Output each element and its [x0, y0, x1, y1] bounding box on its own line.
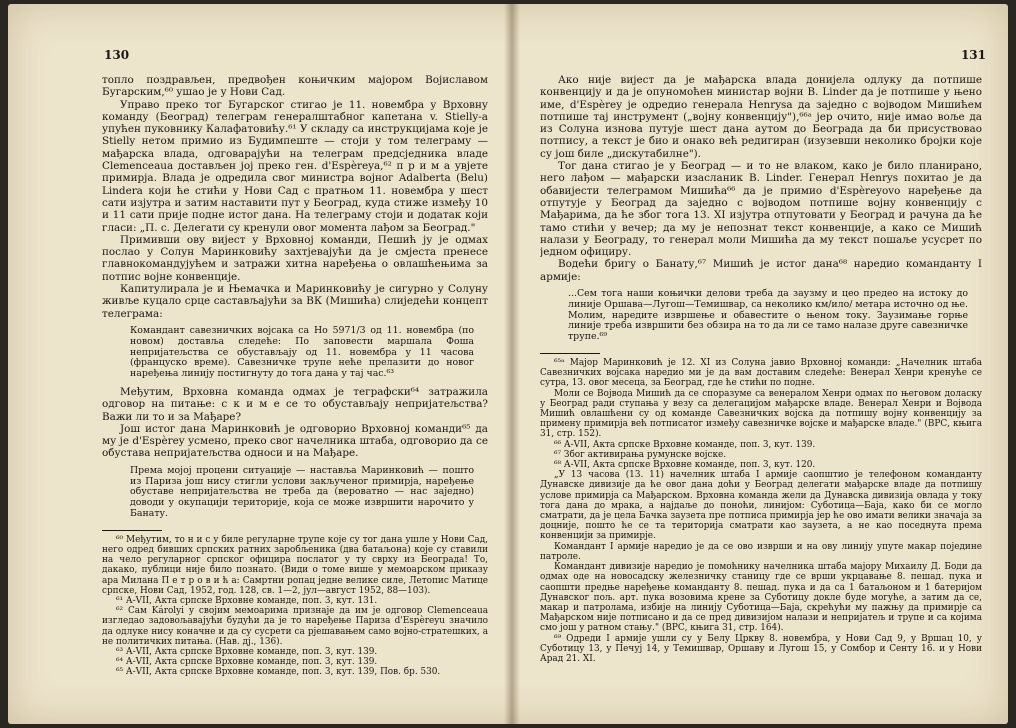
footnote: Командант дивизије наредио је помоћнику начелника штаба мајору Михаилу Д. Боди да одмах оде на новосадску железничку станицу где се врши укрцавање 8. пешад. пука и саопшти предње наређење команданту 8. пешад. пука и да са 1 батаљоном и 1 батеријом Дунавског пољ. арт. пука возовима крене за Суботицу докле буде могуће, а затим да се, макар и патролама, избије на линију Суботица—Баја, скрећући му пажњу да примирје са Мађарском није потписано и да се пред дивизијом налази и непријатељ и трупе и са којима смо још у ратном стању." (ВРС, књига 31, стр. 164).	[540, 562, 982, 634]
paragraph: Управо преко тог Бугарског стигао је 11. новембра у Врховну команду (Београд) телеграм генералштабног капетана v. Stielly-а упућен пуковнику Калафатовићу.⁶¹ У складу са инструкцијама које је Stielly нетом примио из Будимпеште — стоји у том телеграму — мађарска влада, одговарајући на телеграм предсједника владе Clemenceaua достављен јој преко ген. d'Espèreya,⁶² п р и м а увјете примирја. Влада је одредила свог министра војног Adalberta (Belu) Lindera који ће стићи у Нови Сад с пратњом 11. новембра у шест сати изјутра и затим наставити пут у Београд, куда стиже између 10 и 11 сати прије подне истог дана. На телеграму стоји и додатак који гласи: „П. с. Делегати су кренули овог момента лађом за Београд."	[102, 98, 488, 234]
footnote: ⁶¹ А-VII, Акта српске Врховне команде, поп. 3, кут. 131.	[116, 595, 378, 606]
paragraph: Капитулирала је и Њемачка и Маринковићу је сигурно у Солуну живље куцало срце састављајући за ВК (Мишића) слиједећи концепт телеграма:	[102, 283, 488, 320]
block-quote: ...Сем тога наши коњички делови треба да заузму и цео предео на истоку до линије Оршава—Лугош—Темишвар, са неколико км/ило/ метара источно од ње. Молим, наредите извршење и обавестите о њеном току. Заузимање горње линије треба извршити без обзира на то да ли се тамо налазе друге савезничке трупе.⁶⁹	[568, 288, 968, 343]
paragraph: Примивши ову вијест у Врховној команди, Пешић ју је одмах послао у Солун Маринковићу захтјевајући да је смјеста пренесе главнокомандујућем и затражи хитна наређења о овлашћењима за потпис војне конвенције.	[102, 233, 488, 283]
page-number: 130	[104, 48, 130, 62]
footnote: Командант I армије наредио је да се ово изврши и на ову линију упуте макар поједине патроле.	[540, 541, 982, 562]
footnote-divider	[540, 353, 600, 354]
left-page	[8, 4, 504, 724]
paragraph: Тог дана стигао је у Београд — и то не влаком, како је било планирано, него лађом — мађарски изасланик B. Linder. Генерал Henrys похитао је да обавијести телеграмом Мишића⁶⁶ да је примио d'Espèreyovо наређење да отпутује у Београд да заједно с војводом потпише војну конвенцију с Мађарима, да ће због тога 13. XI изјутра отпутовати у Београд и рачуна да ће тамо стићи у вечер; да му је непознат текст конвенције, а како се Мишић налази у Београду, то генерал моли Мишића да му текст пошаље усусрет по једном официру.	[540, 160, 982, 259]
paragraph: Ако није вијест да је мађарска влада донијела одлуку да потпише конвенцију и да је опуномоћен министар војни B. Linder да је потпише у њено име, d'Espèrey је одредио генерала Henrysа да заједно с војводом Мишићем потпише тај инструмент („војну конвенцију"),⁶⁶ᵃ јер очито, није имао воље да из Солуна изнова путује шест дана аутом до Београда да би присуствовао потпису, а текст је био и онако већ редигиран (изузевши неколико бројки које су још биле „дискутабилне").	[540, 74, 982, 160]
block-quote: Према мојој процени ситуације — наставља Маринковић — пошто из Париза још нису стигли услови закљученог примирја, наређење обуставе непријатељства не треба да (вероватно — нас заједно) доводи у окупацији територије, која се може извршити нарочито у Банату.	[130, 464, 474, 519]
footnote: ⁶⁰ Међутим, то н и с у биле регуларне трупе које су тог дана ушле у Нови Сад, него одред бивших српских ратних заробљеника (два батаљона) које су ставили на чело регуларног српског официра послатог у ту сврху из Београда! То, дакако, публици није било познато. (Види о томе више у мемоарском приказу ара Милана П е т р о в и ћ а: Самртни ропац једне велике силе, Летопис Матице српске, Нови Сад, 1952, год. 128, св. 1—2, јул—август 1952, 88—103).	[102, 534, 488, 596]
footnote: „У 13 часова (13. 11) начелник штаба I армије саопштио је телефоном команданту Дунавске дивизије да ће овог дана доћи у Београд делегати мађарске владе да потпишу услове примирја са Мађарском. Врховна команда жели да Дунавска дивизија овлада у току тога дана до мрака, а најдаље до поноћи, линијом: Суботица—Баја, како би се могло сматрати, да је цела Бачка заузета пре потписа примирја јер ће ово имати велики значаја за доцније, пошто ће се та територија сматрати као заузета, а не као поседнута према конвенцији за примирје.	[540, 470, 982, 542]
footnote: ⁶⁶ А-VII, Акта српске Врховне команде, поп. 3, кут. 139.	[554, 439, 816, 450]
book-spread	[8, 4, 1008, 724]
right-text-column	[540, 74, 982, 664]
footnote: Моли се Војвода Мишић да се споразуме са венералом Хенри одмах по његовом доласку у Београд ради ступања у везу са делегацијом мађарске владе. Венерал Хенри и Војвода Мишић овлашћени су од команде Савезничких војска да потпишу војну конвенцију за примену примирја већ потписатог између савезничке војске и мађарске владе." (ВРС, књига 31, стр. 152).	[540, 388, 982, 440]
paragraph: топло поздрављен, предвођен коњичким мајором Војиславом Бугарским,⁶⁰ ушао је у Нови Сад.	[102, 74, 488, 99]
footnote: ⁶⁵ А-VII, Акта српске Врховне команде, поп. 3, кут. 139, Пов. бр. 530.	[116, 667, 441, 678]
footnote: ⁶⁷ Због активирања румунске војске.	[554, 449, 727, 460]
footnote: ⁶⁴ А-VII, Акта српске Врховне команде, поп. 3, кут. 139.	[116, 657, 378, 668]
book-gutter	[504, 4, 520, 724]
right-page	[520, 4, 1008, 724]
paragraph: Још истог дана Маринковић је одговорио Врховној команди⁶⁵ да му је d'Espèrey усмено, преко свог начелника штаба, одговорио да се обустава непријатељства односи и на Мађаре.	[102, 422, 488, 460]
block-quote: Командант савезничких војсака са Но 5971/3 од 11. новембра (по новом) доставља следеће: По заповести маршала Фоша непријатељства се обустављају од 11. новембра у 11 часова (француско време). Савезничке трупе неће прелазити до новог наређења линију постигнуту до тога дана у тај час.⁶³	[130, 324, 474, 380]
paragraph: Водећи бригу о Банату,⁶⁷ Мишић је истог дана⁶⁸ наредио команданту I армије:	[540, 258, 982, 283]
footnote-divider	[102, 530, 162, 531]
footnote: ⁶⁵ᵃ Мајор Маринковић је 12. XI из Солуна јавио Врховној команди: „Начелник штаба Савезничких војсака наредио ми је да вам доставим следеће: Венерал Хенри кренуће се сутра, 13. овог месеца, за Београд, где ће стићи по подне.	[540, 358, 982, 389]
page-number: 131	[960, 48, 986, 62]
paragraph: Међутим, Врховна команда одмах је теграфски⁶⁴ затражила одговор на питање: с к и м е се то обустављају непријатељства? Важи ли то и за Мађаре?	[102, 385, 488, 423]
footnote: ⁶² Сам Károlyi у својим мемоарима признаје да им је одговор Clemenceaua изгледао задовољавајући будући да је то наређење Париза d'Espèreyu значило да одлуке нису коначне и да су сусрети са рјешавањем само војно-стратешких, а не политичких питања. (Нав. дј., 136).	[102, 606, 488, 647]
left-text-column	[102, 74, 488, 678]
footnote: ⁶³ А-VII, Акта српске Врховне команде, поп. 3, кут. 139.	[116, 646, 378, 657]
footnote: ⁶⁸ А-VII, Акта српске Врховне команде, поп. 3, кут. 120.	[554, 460, 816, 471]
footnote: ⁶⁹ Одреди I армије ушли су у Белу Цркву 8. новембра, у Нови Сад 9, у Вршац 10, у Суботицу 13, у Печуј 14, у Темишвар, Оршаву и Лугош 15, у Сомбор и Сенту 16. и у Нови Арад 21. XI.	[540, 633, 982, 664]
